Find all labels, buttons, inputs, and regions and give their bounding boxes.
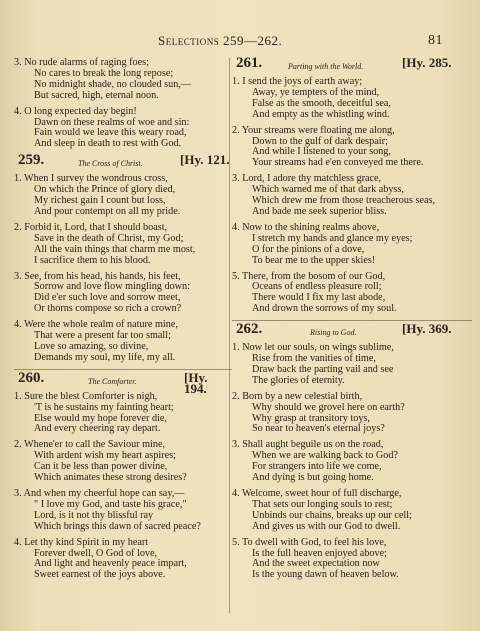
verse-line: Away, ye tempters of the mind,	[252, 86, 380, 98]
verse-line: Unbinds our chains, breaks up our cell;	[252, 509, 412, 521]
stanza-first-line: 4. Welcome, sweet hour of full discharge,	[232, 488, 402, 499]
verse-line: Save in the death of Christ, my God;	[34, 232, 184, 244]
verse-line: And sleep in death to rest with God.	[34, 138, 182, 150]
stanza-first-line: 1. I send the joys of earth away;	[232, 76, 363, 87]
stanza-first-line: 1. Now let our souls, on wings sublime,	[232, 342, 394, 354]
verse-line: And drown the sorrows of my soul.	[252, 303, 397, 315]
verse-line: Rise from the vanities of time,	[252, 353, 376, 365]
stanza-first-line: 1. When I survey the wondrous cross,	[14, 173, 168, 185]
hymn-261-body	[232, 77, 472, 315]
verse-line: Is the young dawn of heaven below.	[252, 569, 399, 581]
verse-line: And empty as the whistling wind.	[252, 108, 390, 120]
verse-line: Which warned me of that dark abyss,	[252, 184, 404, 196]
stanza-first-line: 4. O long expected day begin!	[14, 105, 137, 117]
hymn-259-body	[14, 174, 232, 364]
verse-line: Sorrow and love flow mingling down:	[34, 281, 190, 293]
verse-line: And pour contempt on all my pride.	[34, 205, 181, 217]
verse-line: And while I listened to your song,	[252, 146, 391, 158]
verse-line: So near to heaven's eternal joys?	[252, 423, 385, 435]
hymn-number: 261.	[236, 55, 263, 71]
verse-line: 'T is he sustains my fainting heart;	[34, 401, 174, 413]
verse-line: False as the smooth, deceitful sea,	[252, 97, 391, 109]
hymn-261-header	[232, 55, 472, 73]
verse-line: And gives us with our God to dwell.	[252, 520, 401, 532]
verse-line: Or thorns compose so rich a crown?	[34, 303, 182, 315]
hymn-subtitle: Parting with the World.	[288, 62, 364, 71]
stanza	[14, 58, 232, 102]
stanza	[232, 77, 472, 121]
verse-line: Forever dwell, O God of love,	[34, 547, 158, 559]
stanza-first-line: 2. Whene'er to call the Saviour mine,	[14, 439, 166, 451]
verse-line: To bear me to the upper skies!	[252, 254, 376, 266]
verse-line: The glories of eternity.	[252, 374, 345, 386]
stanza	[14, 320, 232, 364]
hymn-258-continuation	[14, 58, 232, 150]
hymn-262-body	[232, 343, 472, 581]
hymn-reference: [Hy. 369.	[402, 321, 452, 337]
hymn-259-header	[14, 152, 232, 170]
hymn-subtitle: The Cross of Christ.	[78, 159, 143, 169]
verse-line: Fain would we leave this weary road,	[34, 127, 187, 139]
stanza-first-line: 1. Sure the blest Comforter is nigh,	[14, 390, 158, 402]
verse-line: Demands my soul, my life, my all.	[34, 351, 176, 363]
verse-line: Lord, is it not thy blissful ray	[34, 509, 154, 521]
stanza-first-line: 4. Were the whole realm of nature mine,	[14, 319, 178, 331]
verse-line: Down to the gulf of dark despair;	[252, 135, 388, 147]
verse-line: And every cheering ray depart.	[34, 423, 161, 435]
hymn-number: 259.	[18, 152, 45, 169]
stanza	[232, 126, 472, 170]
hymn-subtitle: The Comforter.	[88, 376, 137, 386]
page-number: 81	[428, 33, 443, 48]
hymn-reference: [Hy. 285.	[402, 55, 452, 70]
verse-line: With ardent wish my heart aspires;	[34, 450, 176, 462]
stanza	[232, 440, 472, 484]
stanza	[232, 272, 472, 316]
stanza	[232, 489, 472, 533]
stanza	[14, 223, 232, 267]
verse-line: Which animates these strong desires?	[34, 472, 187, 484]
hymn-number: 260.	[18, 369, 45, 386]
hymn-262-header	[232, 321, 472, 339]
stanza	[14, 440, 232, 484]
stanza-first-line: 2. Born by a new celestial birth,	[232, 390, 363, 402]
stanza	[14, 489, 232, 533]
verse-line: Which drew me from those treacherous seas,	[252, 195, 436, 207]
stanza-first-line: 3. See, from his head, his hands, his feet,	[14, 270, 181, 282]
running-title: Selections 259—262.	[158, 33, 283, 48]
hymn-reference: [Hy. 194.	[184, 369, 208, 396]
verse-line: Can it be less than power divine,	[34, 461, 168, 473]
stanza	[14, 107, 232, 151]
stanza	[232, 343, 472, 387]
verse-line: Sweet earnest of the joys above.	[34, 569, 166, 581]
page-header	[0, 33, 480, 49]
verse-line: I sacrifice them to his blood.	[34, 254, 151, 266]
stanza	[232, 392, 472, 436]
verse-line: Your streams had e'en conveyed me there.	[252, 157, 424, 169]
verse-line: And bade me seek superior bliss.	[252, 205, 387, 217]
verse-line: " I love my God, and taste his grace,"	[34, 498, 187, 510]
verse-line: On which the Prince of glory died,	[34, 184, 176, 196]
verse-line: My richest gain I count but loss,	[34, 195, 166, 207]
stanza	[14, 392, 232, 436]
stanza-first-line: 3. No rude alarms of raging foes;	[14, 57, 149, 68]
stanza	[14, 272, 232, 316]
stanza	[232, 223, 472, 267]
verse-line: When we are walking back to God?	[252, 450, 398, 462]
verse-line: And dying is but going home.	[252, 472, 374, 484]
verse-line: I stretch my hands and glance my eyes;	[252, 232, 413, 244]
hymn-reference: [Hy. 121.	[180, 152, 230, 168]
stanza-first-line: 2. Forbid it, Lord, that I should boast,	[14, 221, 168, 233]
stanza-first-line: 5. There, from the bosom of our God,	[232, 270, 386, 282]
verse-line: Why should we grovel here on earth?	[252, 401, 405, 413]
verse-line: O for the pinions of a dove,	[252, 243, 365, 255]
verse-line: And the sweet expectation now	[252, 558, 380, 570]
verse-line: That sets our longing souls to rest;	[252, 498, 393, 510]
verse-line: All the vain things that charm me most,	[34, 243, 196, 255]
stanza	[14, 174, 232, 218]
verse-line: Dawn on these realms of woe and sin:	[34, 116, 190, 128]
stanza-first-line: 3. Lord, I adore thy matchless grace,	[232, 173, 382, 185]
stanza-first-line: 3. And when my cheerful hope can say,—	[14, 488, 185, 499]
stanza	[232, 538, 472, 582]
verse-line: Else would my hope forever die,	[34, 412, 167, 424]
verse-line: There would I fix my last abode,	[252, 292, 386, 304]
verse-line: That were a present far too small;	[34, 330, 171, 342]
stanza-first-line: 2. Your streams were floating me along,	[232, 124, 395, 136]
verse-line: And light and heavenly peace impart,	[34, 558, 187, 570]
right-column	[232, 55, 472, 586]
stanza-first-line: 4. Now to the shining realms above,	[232, 221, 380, 233]
verse-line: Oceans of endless pleasure roll;	[252, 281, 382, 293]
verse-line: Is the full heaven enjoyed above;	[252, 547, 387, 559]
verse-line: Love so amazing, so divine,	[34, 340, 149, 352]
stanza	[14, 538, 232, 582]
verse-line: For strangers into life we come,	[252, 461, 382, 473]
verse-line: No cares to break the long repose;	[34, 67, 174, 79]
stanza	[232, 174, 472, 218]
stanza-first-line: 4. Let thy kind Spirit in my heart	[14, 536, 149, 548]
hymn-subtitle: Rising to God.	[310, 328, 357, 338]
verse-line: No midnight shade, no clouded sun,—	[34, 78, 192, 90]
hymn-number: 262.	[236, 321, 263, 338]
stanza-first-line: 5. To dwell with God, to feel his love,	[232, 536, 387, 548]
verse-line: Which brings this dawn of sacred peace?	[34, 520, 201, 532]
verse-line: Why grasp at transitory toys,	[252, 412, 370, 424]
hymn-260-body	[14, 392, 232, 582]
verse-line: But sacred, high, eternal noon.	[34, 89, 159, 101]
verse-line: Draw back the parting vail and see	[252, 363, 394, 375]
stanza-first-line: 3. Shall aught beguile us on the road,	[232, 439, 384, 451]
left-column	[14, 58, 232, 586]
verse-line: Did e'er such love and sorrow meet,	[34, 292, 181, 304]
